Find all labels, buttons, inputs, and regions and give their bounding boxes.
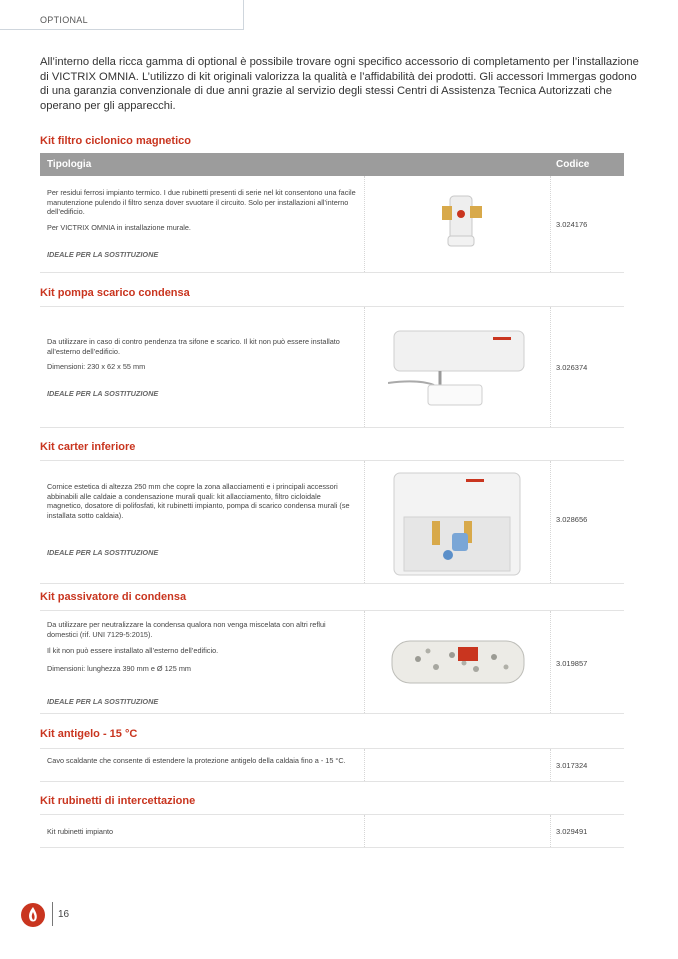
row-description: [47, 827, 357, 837]
table-row: [40, 306, 624, 428]
row-text: Kit rubinetti impianto: [47, 827, 114, 836]
product-code: 3.026374: [556, 363, 588, 372]
section-title-rubinetti: Kit rubinetti di intercettazione: [40, 795, 196, 807]
product-code: 3.028656: [556, 515, 588, 524]
row-text: Cavo scaldante che consente di estendere la protezione antigelo della caldaia fino a - 15 °C.: [47, 756, 346, 765]
table-row: [40, 176, 624, 273]
section-title-antigelo: Kit antigelo - 15 °C: [40, 728, 138, 740]
page-number: 16: [58, 909, 70, 920]
carter-product-image: [392, 471, 522, 577]
row-description: [47, 620, 357, 673]
section-tab: [0, 0, 244, 30]
table-row: [40, 814, 624, 848]
table-row: [40, 460, 624, 584]
section-title-carter: Kit carter inferiore: [40, 441, 136, 453]
pump-product-image: [388, 327, 528, 411]
row-text: Dimensioni: 230 x 62 x 55 mm: [47, 362, 146, 372]
brand-flame-icon: [20, 902, 46, 928]
row-text: Per residui ferrosi impianto termico. I due rubinetti presenti di serie nel kit consentono una facile manutenzione pulendo il filtro senza dover svuotare il circuito. Solo per installazioni all’interno dell’edificio.: [47, 188, 356, 217]
ideal-label: IDEALE PER LA SOSTITUZIONE: [47, 548, 159, 557]
row-text: Cornice estetica di altezza 250 mm che copre la zona allacciamenti e i principali accessori abbinabili alle caldaie a condensazione murali quali: kit allacciamento, filtro cicloidale magnetico, dosatore di polifosfati, kit rubinetti impianto, pompa di scarico condensa murali (se installata sotto caldaia).: [47, 482, 350, 520]
row-description: [47, 482, 357, 520]
footer-divider: [52, 902, 53, 926]
ideal-label: IDEALE PER LA SOSTITUZIONE: [47, 389, 159, 398]
section-title-filtro: Kit filtro ciclonico magnetico: [40, 135, 191, 147]
passivator-product-image: [388, 637, 528, 687]
table-header: [40, 153, 624, 176]
section-title-passivatore: Kit passivatore di condensa: [40, 591, 187, 603]
row-description: [47, 188, 357, 232]
table-row: [40, 610, 624, 714]
table-row: [40, 748, 624, 782]
section-title-pompa: Kit pompa scarico condensa: [40, 287, 190, 299]
ideal-label: IDEALE PER LA SOSTITUZIONE: [47, 250, 159, 259]
row-text: Dimensioni: lunghezza 390 mm e Ø 125 mm: [47, 663, 191, 673]
product-code: 3.024176: [556, 220, 588, 229]
row-text: Da utilizzare per neutralizzare la condensa qualora non venga miscelata con altri reflui domestici (rif. UNI 7129-5:2015).: [47, 620, 326, 639]
filter-product-image: [436, 192, 496, 254]
section-tab-label: OPTIONAL: [40, 15, 88, 25]
row-description: [47, 337, 357, 372]
header-codice: Codice: [556, 159, 590, 170]
row-description: [47, 756, 357, 766]
row-text: Il kit non può essere installato all’esterno dell’edificio.: [47, 646, 219, 656]
product-code: 3.029491: [556, 827, 588, 836]
header-tipologia: Tipologia: [47, 159, 92, 170]
product-code: 3.019857: [556, 659, 588, 668]
product-code: 3.017324: [556, 761, 588, 770]
row-text: Da utilizzare in caso di contro pendenza tra sifone e scarico. Il kit non può essere installato all’esterno dell’edificio.: [47, 337, 340, 356]
ideal-label: IDEALE PER LA SOSTITUZIONE: [47, 697, 159, 706]
intro-paragraph: All’interno della ricca gamma di optional è possibile trovare ogni specifico accessorio di completamento per l’installazione di VICTRIX OMNIA. L’utilizzo di kit originali valorizza la qualità e l’affidabilità dei prodotti. Gli accessori Immergas godono di una garanzia convenzionale di due anni grazie al servizio degli stessi Centri di Assistenza Tecnica Autorizzati che operano per gli apparecchi.: [40, 56, 639, 112]
row-text: Per VICTRIX OMNIA in installazione murale.: [47, 222, 191, 232]
